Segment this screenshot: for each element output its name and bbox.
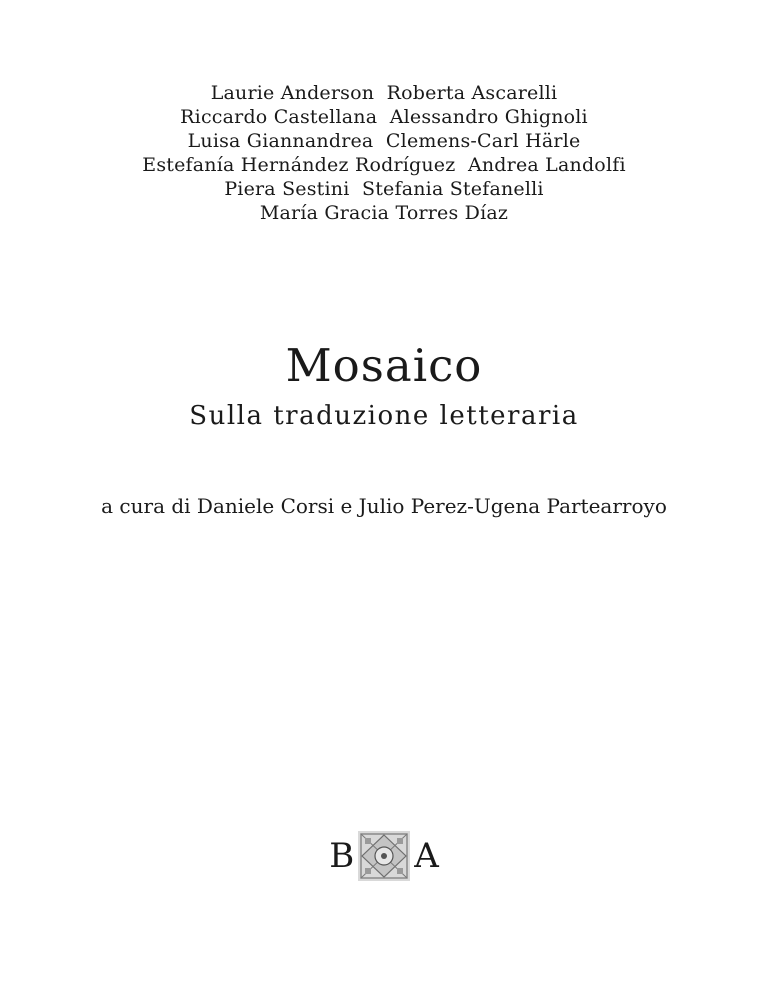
logo-letter-a: A — [414, 836, 439, 876]
author-line: Luisa Giannandrea Clemens-Carl Härle — [187, 130, 581, 152]
author-line: Piera Sestini Stefania Stefanelli — [224, 178, 544, 200]
author-line: María Gracia Torres Díaz — [259, 202, 509, 224]
publisher-logo — [0, 830, 768, 882]
author-line: Laurie Anderson Roberta Ascarelli — [210, 82, 558, 104]
author-line: Riccardo Castellana Alessandro Ghignoli — [180, 106, 588, 128]
mosaic-emblem-icon — [357, 830, 411, 882]
author-list — [0, 81, 768, 225]
author-line: Estefanía Hernández Rodríguez Andrea Landolfi — [142, 154, 626, 176]
book-subtitle: Sulla traduzione letteraria — [189, 401, 579, 431]
logo-letter-b: B — [329, 836, 355, 876]
editors-credit: a cura di Daniele Corsi e Julio Perez-Ugena Partearroyo — [101, 494, 667, 518]
book-title: Mosaico — [285, 339, 483, 392]
